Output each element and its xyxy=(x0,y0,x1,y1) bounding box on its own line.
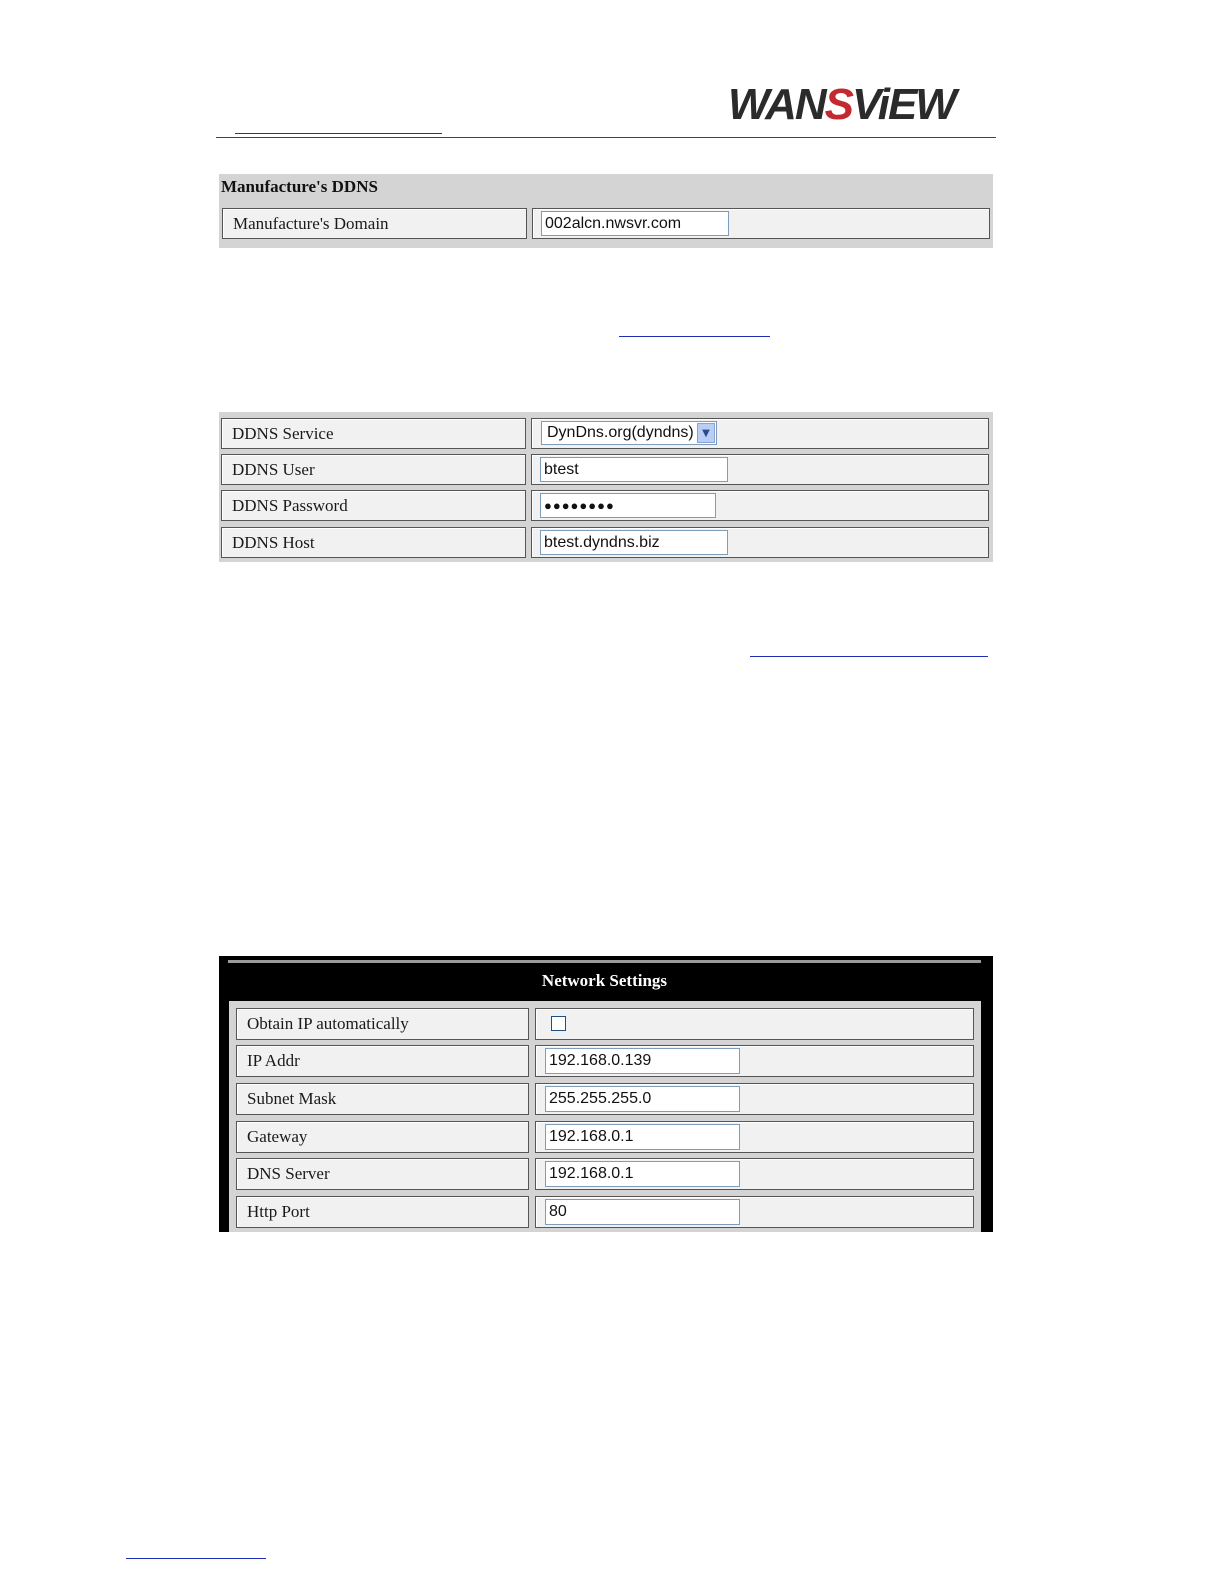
obtain-ip-checkbox[interactable] xyxy=(551,1016,566,1031)
manufacture-domain-input[interactable]: 002alcn.nwsvr.com xyxy=(541,211,729,236)
dns-server-input[interactable]: 192.168.0.1 xyxy=(545,1161,740,1187)
obtain-ip-cell xyxy=(535,1008,974,1040)
gateway-input[interactable]: 192.168.0.1 xyxy=(545,1124,740,1150)
network-settings-top-rule xyxy=(228,960,981,963)
manufacture-domain-label: Manufacture's Domain xyxy=(222,208,527,239)
ddns-password-label: DDNS Password xyxy=(221,490,526,521)
dns-server-label: DNS Server xyxy=(236,1158,529,1190)
header-link[interactable] xyxy=(235,133,442,134)
subnet-mask-input[interactable]: 255.255.255.0 xyxy=(545,1086,740,1112)
subnet-mask-label: Subnet Mask xyxy=(236,1083,529,1115)
network-settings-title: Network Settings xyxy=(541,971,668,990)
ddns-host-input[interactable]: btest.dyndns.biz xyxy=(540,530,728,555)
obtain-ip-label: Obtain IP automatically xyxy=(236,1008,529,1040)
manufacture-ddns-title: Manufacture's DDNS xyxy=(221,177,378,196)
header-divider xyxy=(216,137,996,138)
ip-addr-input[interactable]: 192.168.0.139 xyxy=(545,1048,740,1074)
ddns-service-value: DynDns.org(dyndns) xyxy=(547,424,694,441)
dyndns-link[interactable] xyxy=(619,336,770,337)
ip-addr-label: IP Addr xyxy=(236,1045,529,1077)
chevron-down-icon[interactable]: ▼ xyxy=(697,423,715,443)
ddns-password-input[interactable]: ●●●●●●●● xyxy=(540,493,716,518)
ddns-service-select[interactable] xyxy=(541,421,717,445)
gateway-label: Gateway xyxy=(236,1121,529,1153)
wansview-logo xyxy=(728,78,980,132)
footer-link[interactable] xyxy=(126,1558,266,1559)
ddns-user-label: DDNS User xyxy=(221,454,526,485)
ddns-user-input[interactable]: btest xyxy=(540,457,728,482)
logo-text: WANSViEW xyxy=(728,80,955,129)
http-port-label: Http Port xyxy=(236,1196,529,1228)
ddns-service-label: DDNS Service xyxy=(221,418,526,449)
http-port-input[interactable]: 80 xyxy=(545,1199,740,1225)
ddns-reference-link[interactable] xyxy=(750,656,988,657)
ddns-host-label: DDNS Host xyxy=(221,527,526,558)
